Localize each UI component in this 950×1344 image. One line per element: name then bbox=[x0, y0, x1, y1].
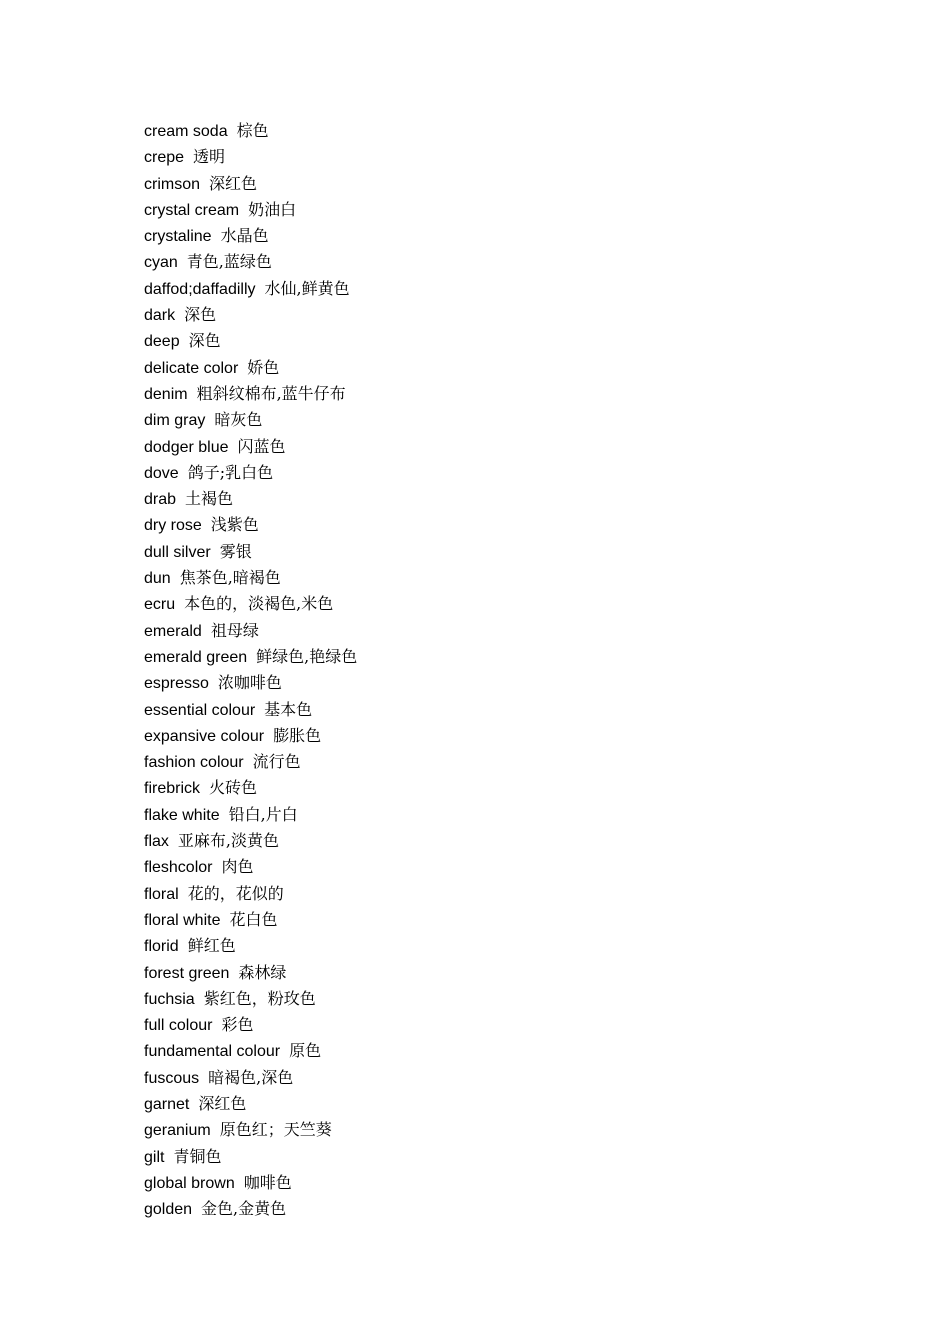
glossary-entry bbox=[144, 644, 357, 670]
entry-term: full colour bbox=[144, 1017, 213, 1035]
entry-term: crystal cream bbox=[144, 201, 240, 219]
entry-term: delicate color bbox=[144, 359, 239, 377]
glossary-entry bbox=[144, 591, 357, 617]
entry-term: forest green bbox=[144, 964, 230, 982]
glossary-entry bbox=[144, 1091, 357, 1117]
entry-translation: 原色红；天竺葵 bbox=[219, 1120, 332, 1140]
entry-translation: 本色的，淡褐色,米色 bbox=[184, 594, 334, 614]
entry-term: cream soda bbox=[144, 123, 228, 140]
entry-translation: 彩色 bbox=[221, 1015, 254, 1035]
glossary-entry bbox=[144, 881, 357, 907]
entry-translation: 水晶色 bbox=[220, 226, 269, 246]
entry-translation: 鲜绿色,艳绿色 bbox=[256, 646, 358, 666]
glossary-entry bbox=[144, 512, 357, 538]
entry-translation: 祖母绿 bbox=[210, 620, 259, 640]
glossary-entry bbox=[144, 1038, 357, 1064]
glossary-entry bbox=[144, 381, 357, 407]
glossary-entry bbox=[144, 775, 357, 801]
entry-translation: 火砖色 bbox=[209, 778, 258, 798]
glossary-entry bbox=[144, 249, 357, 275]
glossary-entry bbox=[144, 539, 357, 565]
entry-translation: 土褐色 bbox=[185, 489, 234, 509]
entry-term: espresso bbox=[144, 675, 209, 693]
glossary-entry bbox=[144, 355, 357, 381]
glossary-entry bbox=[144, 960, 357, 986]
entry-translation: 娇色 bbox=[247, 357, 280, 377]
entry-term: geranium bbox=[144, 1122, 211, 1140]
entry-term: fundamental colour bbox=[144, 1043, 281, 1061]
entry-term: crepe bbox=[144, 149, 185, 167]
entry-term: fuchsia bbox=[144, 990, 195, 1008]
entry-translation: 透明 bbox=[193, 147, 226, 167]
entry-translation: 亚麻布,淡黄色 bbox=[177, 831, 279, 851]
entry-term: dodger blue bbox=[144, 438, 229, 456]
entry-term: denim bbox=[144, 385, 188, 403]
glossary-entry bbox=[144, 118, 357, 144]
entry-translation: 暗褐色,深色 bbox=[208, 1067, 294, 1087]
glossary-entry bbox=[144, 670, 357, 696]
entry-term: floral white bbox=[144, 911, 221, 929]
entry-translation: 闪蓝色 bbox=[237, 436, 286, 456]
glossary-entry bbox=[144, 460, 357, 486]
entry-term: firebrick bbox=[144, 780, 201, 798]
glossary-entry bbox=[144, 907, 357, 933]
glossary-entry bbox=[144, 828, 357, 854]
entry-translation: 花的，花似的 bbox=[187, 883, 284, 903]
entry-translation: 膨胀色 bbox=[273, 725, 322, 745]
entry-translation: 原色 bbox=[289, 1041, 322, 1061]
entry-translation: 青铜色 bbox=[173, 1146, 222, 1166]
glossary-entry bbox=[144, 565, 357, 591]
glossary-entry bbox=[144, 276, 357, 302]
entry-translation: 粗斜纹棉布,蓝牛仔布 bbox=[196, 383, 346, 403]
entry-term: dark bbox=[144, 307, 176, 325]
entry-term: crimson bbox=[144, 175, 201, 193]
entry-term: gilt bbox=[144, 1148, 165, 1166]
entry-term: dove bbox=[144, 464, 179, 482]
glossary-entry bbox=[144, 933, 357, 959]
glossary-entry bbox=[144, 697, 357, 723]
entry-translation: 铅白,片白 bbox=[228, 804, 298, 824]
entry-translation: 鲜红色 bbox=[187, 936, 236, 956]
entry-translation: 暗灰色 bbox=[214, 410, 263, 430]
entry-translation: 深红色 bbox=[209, 173, 258, 193]
entry-translation: 浅紫色 bbox=[210, 515, 259, 535]
entry-term: ecru bbox=[144, 596, 176, 614]
glossary-entry bbox=[144, 1144, 357, 1170]
entry-term: expansive colour bbox=[144, 727, 265, 745]
entry-term: fuscous bbox=[144, 1069, 200, 1087]
entry-translation: 深色 bbox=[184, 305, 217, 325]
entry-term: dun bbox=[144, 570, 171, 588]
glossary-entry bbox=[144, 328, 357, 354]
entry-term: floral bbox=[144, 885, 179, 903]
entry-translation: 基本色 bbox=[264, 699, 313, 719]
glossary-entry bbox=[144, 802, 357, 828]
entry-translation: 浓咖啡色 bbox=[217, 673, 282, 693]
entry-term: daffod;daffadilly bbox=[144, 280, 256, 298]
glossary-entry bbox=[144, 749, 357, 775]
entry-term: flake white bbox=[144, 806, 220, 824]
glossary-entry bbox=[144, 223, 357, 249]
entry-term: essential colour bbox=[144, 701, 256, 719]
entry-term: dry rose bbox=[144, 517, 202, 535]
entry-translation: 肉色 bbox=[221, 857, 254, 877]
glossary-entry bbox=[144, 1012, 357, 1038]
entry-term: golden bbox=[144, 1201, 193, 1219]
entry-term: florid bbox=[144, 938, 179, 956]
entry-term: fleshcolor bbox=[144, 859, 213, 877]
entry-translation: 紫红色，粉玫色 bbox=[203, 988, 316, 1008]
glossary-entry bbox=[144, 171, 357, 197]
entry-term: dim gray bbox=[144, 412, 206, 430]
entry-translation: 水仙,鲜黄色 bbox=[264, 278, 350, 298]
glossary-entry bbox=[144, 434, 357, 460]
glossary-entry bbox=[144, 723, 357, 749]
glossary-entry bbox=[144, 144, 357, 170]
entry-term: deep bbox=[144, 333, 180, 351]
entry-term: emerald bbox=[144, 622, 202, 640]
entry-term: emerald green bbox=[144, 648, 248, 666]
entry-translation: 流行色 bbox=[252, 752, 301, 772]
entry-term: drab bbox=[144, 491, 177, 509]
glossary-entry bbox=[144, 986, 357, 1012]
entry-translation: 深色 bbox=[188, 331, 221, 351]
entry-term: fashion colour bbox=[144, 754, 244, 772]
entry-translation: 咖啡色 bbox=[243, 1172, 292, 1192]
entry-translation: 金色,金黄色 bbox=[201, 1199, 287, 1219]
entry-translation: 雾银 bbox=[219, 541, 252, 561]
glossary-entry bbox=[144, 854, 357, 880]
entry-translation: 森林绿 bbox=[238, 962, 287, 982]
glossary-entry bbox=[144, 302, 357, 328]
color-glossary-list bbox=[144, 118, 357, 1222]
glossary-entry bbox=[144, 1196, 357, 1222]
entry-term: cyan bbox=[144, 254, 178, 272]
glossary-entry bbox=[144, 618, 357, 644]
glossary-entry bbox=[144, 1170, 357, 1196]
glossary-entry bbox=[144, 197, 357, 223]
entry-term: flax bbox=[144, 833, 169, 851]
entry-term: crystaline bbox=[144, 228, 212, 246]
entry-translation: 奶油白 bbox=[248, 199, 297, 219]
entry-translation: 花白色 bbox=[229, 909, 278, 929]
entry-term: garnet bbox=[144, 1095, 190, 1113]
entry-translation: 深红色 bbox=[198, 1093, 247, 1113]
entry-translation: 青色,蓝绿色 bbox=[186, 252, 272, 272]
glossary-entry bbox=[144, 486, 357, 512]
glossary-entry bbox=[144, 1117, 357, 1143]
glossary-entry bbox=[144, 407, 357, 433]
entry-translation: 鸽子;乳白色 bbox=[187, 462, 274, 482]
entry-term: dull silver bbox=[144, 543, 211, 561]
entry-translation: 焦茶色,暗褐色 bbox=[179, 568, 281, 588]
glossary-entry bbox=[144, 1065, 357, 1091]
entry-translation: 棕色 bbox=[236, 121, 269, 140]
entry-term: global brown bbox=[144, 1174, 235, 1192]
